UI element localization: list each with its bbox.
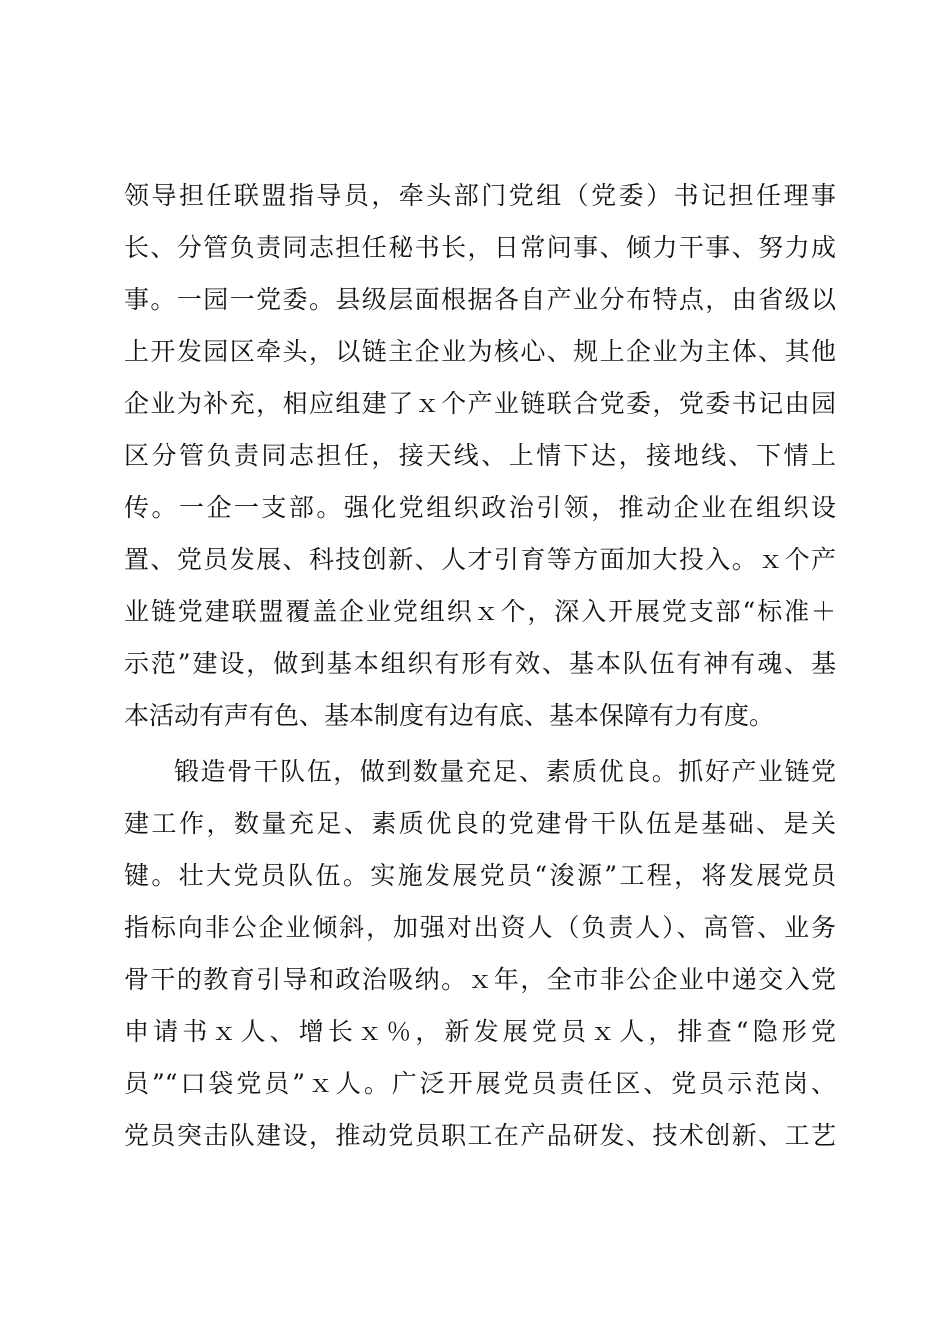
paragraph-line: 业链党建联盟覆盖企业党组织ｘ个，深入开展党支部“标准＋ (124, 597, 836, 626)
paragraph-line: 员”“口袋党员”ｘ人。广泛开展党员责任区、党员示范岗、 (124, 1069, 836, 1098)
paragraph-1 (124, 170, 836, 742)
paragraph-line: 置、党员发展、科技创新、人才引育等方面加大投入。ｘ个产 (124, 545, 836, 574)
paragraph-2 (124, 746, 836, 1162)
paragraph-line: 党员突击队建设，推动党员职工在产品研发、技术创新、工艺 (124, 1121, 836, 1150)
paragraph-line: 事。一园一党委。县级层面根据各自产业分布特点，由省级以 (124, 285, 836, 314)
paragraph-line: 传。一企一支部。强化党组织政治引领，推动企业在组织设 (124, 493, 836, 522)
paragraph-line: 长、分管负责同志担任秘书长，日常问事、倾力干事、努力成 (124, 233, 836, 262)
paragraph-line: 上开发园区牵头，以链主企业为核心、规上企业为主体、其他 (124, 337, 836, 366)
paragraph-line: 示范”建设，做到基本组织有形有效、基本队伍有神有魂、基 (124, 649, 836, 678)
paragraph-line: 本活动有声有色、基本制度有边有底、基本保障有力有度。 (124, 701, 775, 730)
paragraph-line: 申请书ｘ人、增长ｘ％，新发展党员ｘ人，排查“隐形党 (124, 1017, 836, 1046)
paragraph-line: 骨干的教育引导和政治吸纳。ｘ年，全市非公企业中递交入党 (124, 965, 836, 994)
paragraph-line: 领导担任联盟指导员，牵头部门党组（党委）书记担任理事 (124, 181, 836, 210)
paragraph-line: 键。壮大党员队伍。实施发展党员“浚源”工程，将发展党员 (124, 861, 836, 890)
paragraph-line: 锻造骨干队伍，做到数量充足、素质优良。抓好产业链党 (174, 757, 836, 786)
paragraph-line: 区分管负责同志担任，接天线、上情下达，接地线、下情上 (124, 441, 836, 470)
paragraph-line: 企业为补充，相应组建了ｘ个产业链联合党委，党委书记由园 (124, 389, 836, 418)
paragraph-line: 指标向非公企业倾斜，加强对出资人（负责人）、高管、业务 (124, 913, 836, 942)
paragraph-line: 建工作，数量充足、素质优良的党建骨干队伍是基础、是关 (124, 809, 836, 838)
